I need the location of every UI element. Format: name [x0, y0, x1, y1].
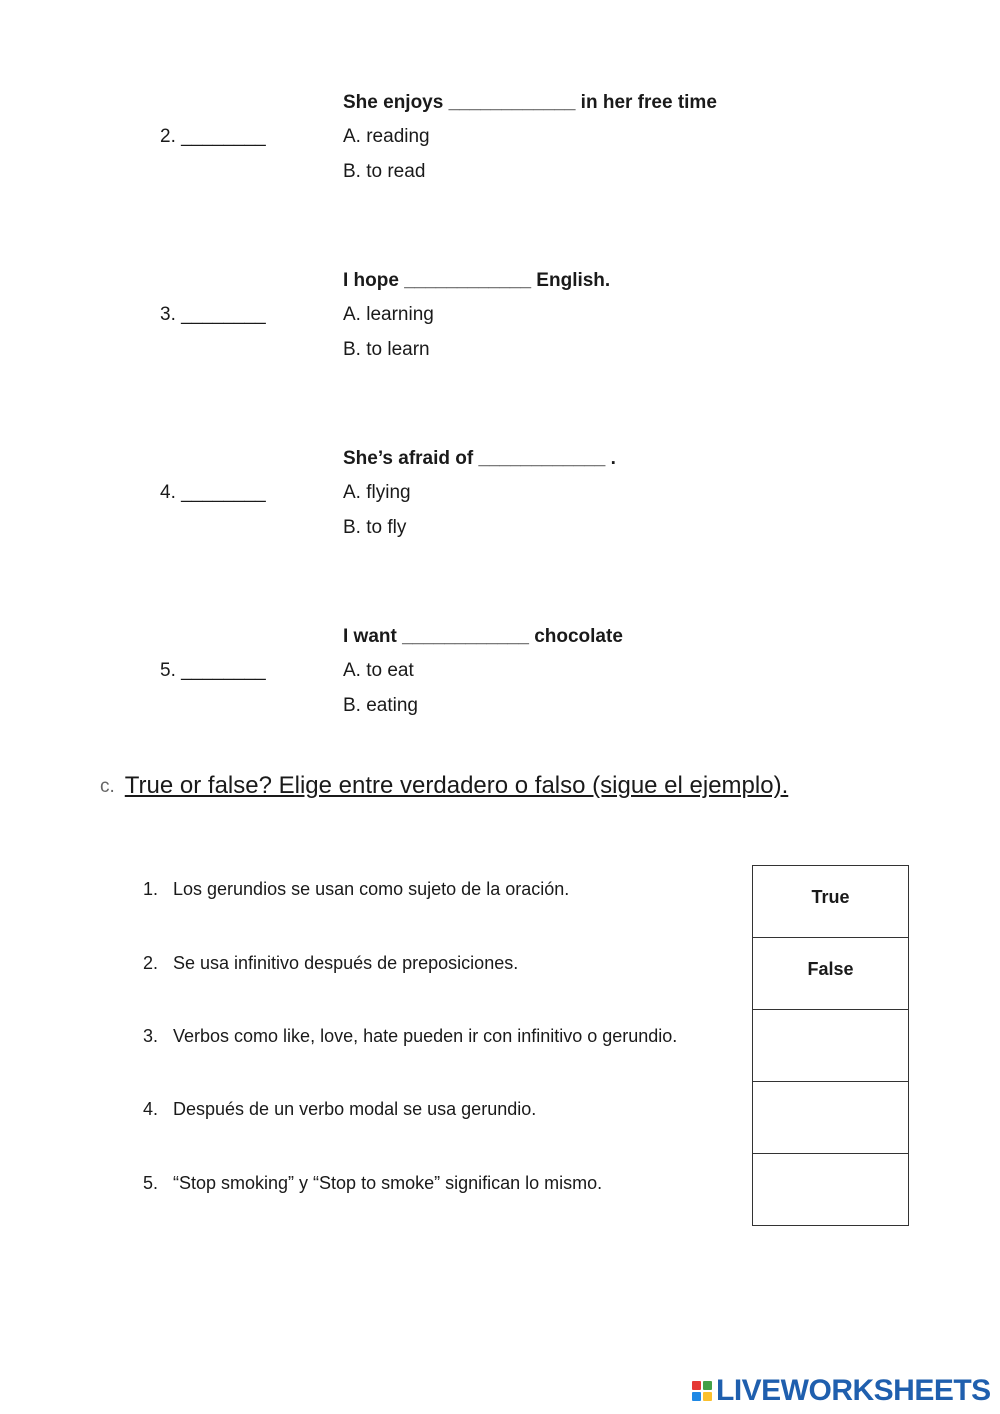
option-a: A. to eat: [343, 660, 414, 681]
logo-square: [692, 1392, 701, 1401]
statement-number: 5.: [143, 1173, 159, 1193]
answer-text: True: [811, 887, 850, 907]
statement-4: [143, 1099, 536, 1120]
option-a: A. reading: [343, 126, 430, 147]
option-a: A. flying: [343, 482, 411, 503]
option-b: B. to learn: [343, 339, 430, 360]
option-b: B. eating: [343, 695, 418, 716]
statement-text: Se usa infinitivo después de preposiciones.: [173, 953, 519, 973]
question-stem: I want ____________ chocolate: [343, 626, 623, 647]
question-stem: She’s afraid of ____________ .: [343, 448, 616, 469]
section-c-heading: [100, 772, 788, 800]
question-5: [0, 624, 1000, 744]
answer-blank[interactable]: 2. ________: [160, 126, 266, 147]
statement-3: [143, 1026, 677, 1047]
statement-text: “Stop smoking” y “Stop to smoke” significan lo mismo.: [173, 1173, 603, 1193]
statement-5: [143, 1173, 602, 1194]
answer-text: [753, 1082, 908, 1103]
liveworksheets-logo: [692, 1374, 991, 1408]
statement-number: 2.: [143, 953, 159, 973]
option-b: B. to read: [343, 161, 426, 182]
answer-blank[interactable]: 3. ________: [160, 304, 266, 325]
answer-box-5[interactable]: [753, 1154, 909, 1226]
section-title: True or false? Elige entre verdadero o falso (sigue el ejemplo).: [124, 772, 789, 799]
statement-number: 1.: [143, 879, 159, 899]
option-a: A. learning: [343, 304, 434, 325]
statement-number: 3.: [143, 1026, 159, 1046]
section-letter: c.: [100, 776, 115, 797]
answer-box-4[interactable]: [753, 1082, 909, 1154]
logo-square: [692, 1381, 701, 1390]
answer-text: [753, 1154, 908, 1175]
statement-text: Después de un verbo modal se usa gerundio.: [173, 1099, 537, 1119]
answer-box-2[interactable]: [753, 938, 909, 1010]
option-b: B. to fly: [343, 517, 407, 538]
question-stem: I hope ____________ English.: [343, 270, 611, 291]
question-2: [0, 90, 1000, 210]
statement-number: 4.: [143, 1099, 159, 1119]
answer-blank[interactable]: 4. ________: [160, 482, 266, 503]
statement-text: Los gerundios se usan como sujeto de la oración.: [173, 879, 570, 899]
answer-text: False: [807, 959, 854, 979]
statement-text: Verbos como like, love, hate pueden ir con infinitivo o gerundio.: [173, 1026, 678, 1046]
logo-square: [703, 1392, 712, 1401]
question-4: [0, 446, 1000, 566]
logo-text: LIVEWORKSHEETS: [716, 1374, 991, 1407]
answer-box-1[interactable]: [753, 866, 909, 938]
logo-square: [703, 1381, 712, 1390]
statement-1: [143, 879, 569, 900]
answer-box-3[interactable]: [753, 1010, 909, 1082]
question-stem: She enjoys ____________ in her free time: [343, 92, 717, 113]
logo-grid-icon: [692, 1381, 712, 1401]
question-3: [0, 268, 1000, 388]
answer-table: [752, 865, 909, 1226]
answer-blank[interactable]: 5. ________: [160, 660, 266, 681]
answer-text: [753, 1010, 908, 1031]
statement-2: [143, 953, 518, 974]
